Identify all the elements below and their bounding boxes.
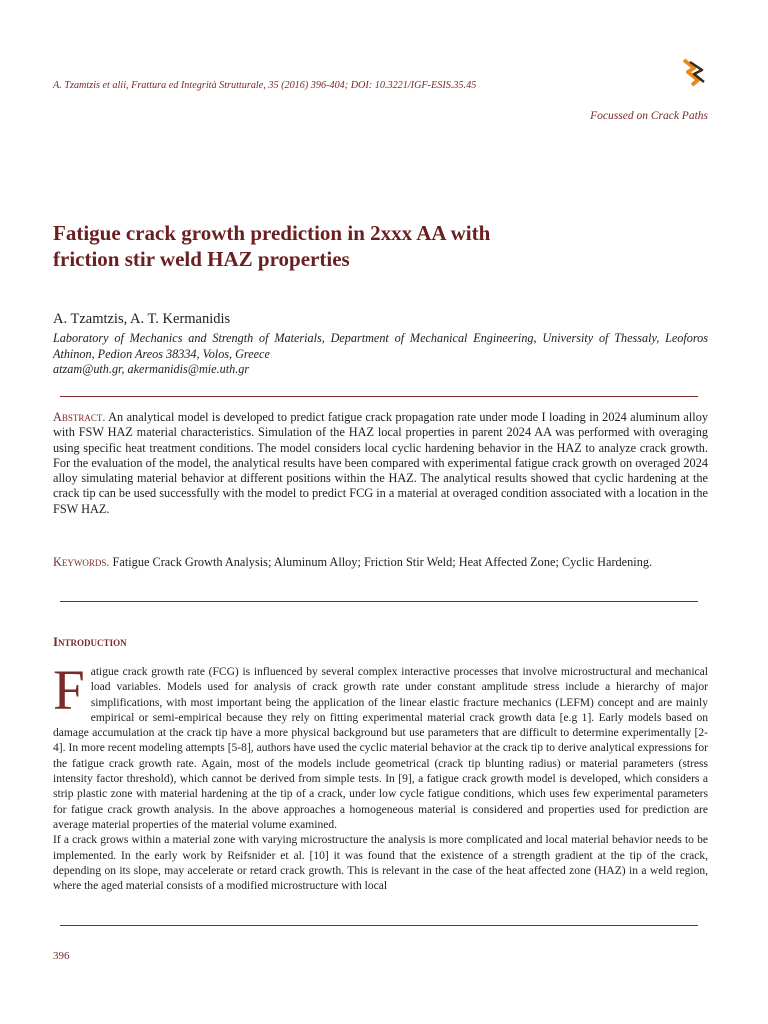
running-header-citation: A. Tzamtzis et alii, Frattura ed Integrità Strutturale, 35 (2016) 396-404; DOI: 10.3221/IGF-ESIS.35.45: [53, 80, 477, 91]
divider-rule: [60, 925, 698, 926]
introduction-heading: Introduction: [53, 634, 127, 649]
drop-cap: F: [53, 659, 85, 722]
introduction-paragraph-1: [53, 659, 708, 833]
journal-logo-icon: [680, 58, 708, 88]
abstract: [53, 410, 708, 517]
affiliation: [53, 331, 708, 378]
affiliation-line-1: Laboratory of Mechanics and Strength of Materials, Department of Mechanical Engineering, University of Thessaly, Leoforos: [53, 331, 708, 345]
affiliation-line-2: Athinon, Pedion Areos 38334, Volos, Greece: [53, 346, 270, 361]
paper-title-line-2: friction stir weld HAZ properties: [53, 247, 350, 271]
author-emails: atzam@uth.gr, akermanidis@mie.uth.gr: [53, 362, 250, 376]
keywords: [53, 555, 708, 570]
introduction-paragraph-2: If a crack grows within a material zone with varying microstructure the analysis is more complicated and local material behavior needs to be implemented. In the early work by Reifsnider et al. [10] it was found that the existence of a strength gradient at the tip of the crack, depending on its slope, may accelerate or retard crack growth. This is relevant in the case of the heat affected zone (HAZ) in a weld region, where the aged material consists of a modified microstructure with local: [53, 834, 708, 893]
divider-rule: [60, 396, 698, 397]
abstract-text: An analytical model is developed to predict fatigue crack propagation rate under mode I loading in 2024 aluminum alloy with FSW HAZ material characteristics. Simulation of the HAZ local properties in parent 2024 AA was performed with overaging using specific heat treatment conditions. The model considers local cyclic hardening behavior in the HAZ to analyze crack growth. For the evaluation of the model, the analytical results have been compared with experimental fatigue crack growth on overaged 2024 alloy simulating material behavior at different positions within the HAZ. The analytical results showed that cyclic hardening at the crack tip can be used successfully with the model to predict FCG in a material at overaged condition associated with a location in the FSW HAZ.: [53, 410, 708, 516]
authors: A. Tzamtzis, A. T. Kermanidis: [53, 311, 231, 327]
page-number: 396: [53, 950, 70, 962]
abstract-label: Abstract.: [53, 410, 106, 424]
divider-rule: [60, 601, 698, 602]
section-tag: Focussed on Crack Paths: [590, 110, 708, 122]
paper-title-line-1: Fatigue crack growth prediction in 2xxx AA with: [53, 221, 491, 245]
introduction-body: [53, 659, 708, 894]
introduction-paragraph-1-text: atigue crack growth rate (FCG) is influenced by several complex interactive processes that involve microstructural and mechanical load variables. Models used for analysis of crack growth rate under constant amplitude stress include a hierarchy of major simplifications, with most important being the application of the linear elastic fracture mechanics (LEFM) concept and are mainly empirical or semi-empirical because they rely on fitting experimental material crack growth data [e.g 1]. Early models based on damage accumulation at the crack tip have a more physical background but use parameters that are difficult to determine experimentally [2-4]. In more recent modeling attempts [5-8], authors have used the cyclic material behavior at the crack tip to derive analytical expressions for the fatigue crack growth rate. Again, most of the models include geometrical (crack tip blunting radius) or material parameters (stress intensity factor threshold), which cannot be derived from simple tests. In [9], a fatigue crack growth model is developed, which considers a strip plastic zone with material hardening at the tip of a crack, under low cycle fatigue conditions, which uses few experimental parameters for fatigue crack growth analysis. In the above approaches a homogeneous material is considered and properties used for prediction are average material properties of the material volume examined.: [53, 666, 708, 831]
paper-title: [53, 220, 653, 272]
keywords-label: Keywords.: [53, 555, 110, 569]
keywords-text: Fatigue Crack Growth Analysis; Aluminum Alloy; Friction Stir Weld; Heat Affected Zone; Cyclic Hardening.: [109, 555, 653, 569]
